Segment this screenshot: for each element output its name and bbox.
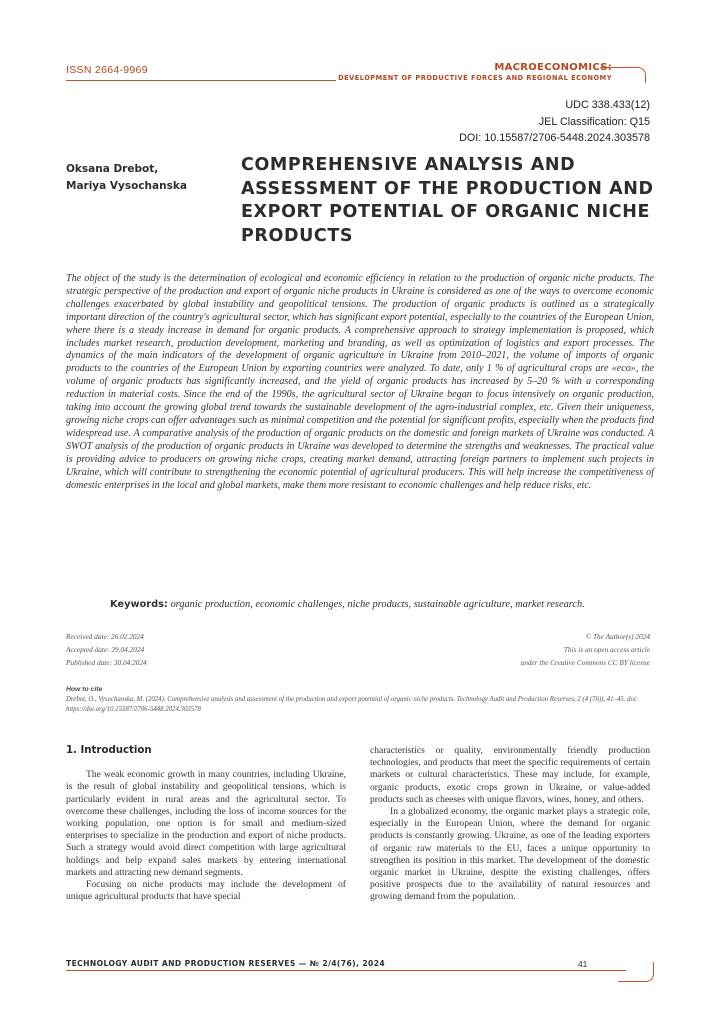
jel-classification: JEL Classification: Q15 [538,115,650,128]
license [521,630,650,669]
issn: ISSN 2664-9969 [66,64,148,76]
author-2: Mariya Vysochanska [66,180,187,192]
cite-text: Drebot, O., Vysochanska, M. (2024). Comprehensive analysis and assessment of the production and export potential of organic niche products. Technology Audit and Production Reserves, 2 (4 (76)), 41–45. doi: https://doi.org/10.15587/2706-5448.2024.303578 [66,696,639,714]
author-1: Oksana Drebot, [66,163,159,175]
article-title: COMPREHENSIVE ANALYSIS AND ASSESSMENT OF THE PRODUCTION AND EXPORT POTENTIAL OF ORGANIC NICHE PRODUCTS [241,155,654,246]
doi: DOI: 10.15587/2706-5448.2024.303578 [459,132,650,144]
journal-name: TECHNOLOGY AUDIT AND PRODUCTION RESERVES — № 2/4(76), 2024 [66,959,386,968]
section-header [338,62,612,82]
page-number: 41 [578,959,588,969]
header-rule [66,80,336,81]
how-to-cite [66,686,656,715]
article-meta [459,97,650,147]
copyright: © The Author(s) 2024 [585,632,650,641]
body-column-left [66,745,346,903]
accepted-date: Accepted date: 29.04.2024 [66,645,145,654]
paragraph: The weak economic growth in many countries, including Ukraine, is the result of global instability and geopolitical tensions, which is particularly evident in rural areas and the agricultural sector. To overcome these challenges, including the loss of income sources for the working population, one option is for small and medium-sized enterprises to specialize in the production and export of niche products. Such a strategy would avoid direct competition with large agricultural holdings and help expand sales markets by entering international markets and attracting new demand segments. [66,769,346,878]
header-bracket [600,67,646,83]
cite-heading: How to cite [66,686,103,693]
keywords [110,598,670,611]
body-column-right [370,745,650,904]
section-subcategory: DEVELOPMENT OF PRODUCTIVE FORCES AND REGIONAL ECONOMY [338,74,612,82]
received-date: Received date: 26.02.2024 [66,632,144,641]
abstract: The object of the study is the determination of ecological and economic efficiency in relation to the production of organic niche products. The strategic perspective of the production and export of organic niche products in Ukraine is considered as one of the ways to overcome economic challenges exacerbated by global instability and geopolitical tensions. The production of organic products is outlined as a strategically important direction of the country's agricultural sector, which has significant export potential, especially to the countries of the European Union, where there is a steady increase in demand for organic products. A comprehensive approach to strategy implementation is proposed, which includes market research, production development, marketing and branding, as well as optimization of logistics and export processes. The dynamics of the main indicators of the development of organic agriculture in Ukraine from 2010–2021, the volume of imports of organic products to the countries of the European Union by exporting countries were analyzed. To date, only 1 % of agricultural crops are «eco», the volume of organic products has significantly increased, and the yield of organic products has increased by 5–20 % with a corresponding reduction in material costs. Since the end of the 1990s, the agricultural sector of Ukraine began to focus intensively on organic production, taking into account the growing global trend towards the sustainable development of the agro-industrial complex, etc. Given their uniqueness, growing niche crops can offer advantages such as minimal competition and the potential for significant profits, especially when the products find widespread use. A comparative analysis of the production of organic products on the domestic and foreign markets of Ukraine was conducted. A SWOT analysis of the production of organic products in Ukraine was developed to determine the strengths and weaknesses. The practical value is providing advice to producers on growing niche crops, creating market demand, attracting foreign partners to implement such projects in Ukraine, which will contribute to strengthening the economic potential of agricultural producers. This will help increase the competitiveness of domestic enterprises in the local and global markets, make them more resistant to economic challenges and help reduce risks, etc. [66,273,654,491]
article-dates [66,630,147,669]
authors [66,161,187,195]
udc: UDC 338.433(12) [565,99,650,111]
paragraph: In a globalized economy, the organic market plays a strategic role, especially in the European Union, where the demand for organic products is constantly growing. Ukraine, as one of the leading exporters of organic raw materials to the EU, faces a unique opportunity to strengthen its position in this market. The development of the domestic organic market in Ukraine, despite the existing challenges, offers positive prospects due to the availability of natural resources and growing demand from the population. [370,806,650,903]
published-date: Published date: 30.04.2024 [66,658,147,667]
open-access-note: This is an open access article [563,645,650,654]
footer-bracket [618,962,654,982]
keywords-label: Keywords: [110,599,168,610]
section-heading: 1. Introduction [66,745,152,756]
cc-license: under the Creative Commons CC BY license [520,658,650,667]
paragraph: characteristics or quality, environmentally friendly production technologies, and products that meet the specific requirements of certain markets or cultural characteristics. These may include, for example, organic products, exotic crops grown in Ukraine, or value-added products such as cheeses with unique flavors, wines, honey, and others. [370,745,650,805]
section-category: MACROECONOMICS: [494,62,612,73]
paragraph: Focusing on niche products may include the development of unique agricultural products that have special [66,879,346,903]
keywords-text: organic production, economic challenges, niche products, sustainable agriculture, market research. [170,599,585,610]
footer-rule [66,970,626,971]
